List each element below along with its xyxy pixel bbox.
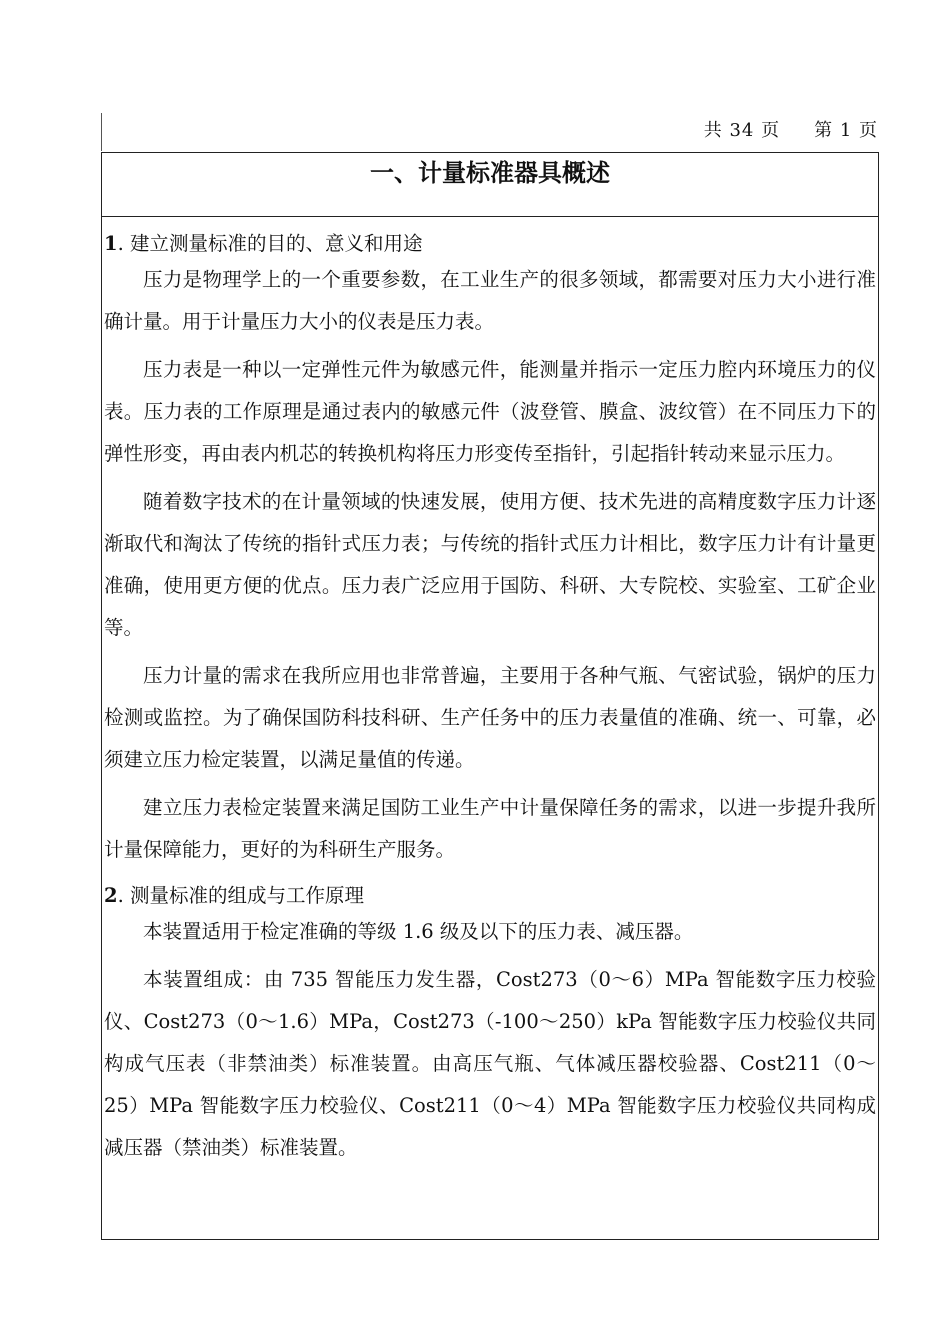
paragraph: 压力表是一种以一定弹性元件为敏感元件，能测量并指示一定压力腔内环境压力的仪表。压力表的工作原理是通过表内的敏感元件（波登管、膜盒、波纹管）在不同压力下的弹性形变，再由表内机芯的转换机构将压力形变传至指针，引起指针转动来显示压力。 (104, 358, 876, 465)
section-title: 测量标准的组成与工作原理 (129, 884, 364, 907)
section-heading-1 (104, 229, 876, 259)
section-title: 建立测量标准的目的、意义和用途 (129, 232, 423, 255)
paragraph: 压力计量的需求在我所应用也非常普遍，主要用于各种气瓶、气密试验，锅炉的压力检测或监控。为了确保国防科技科研、生产任务中的压力表量值的准确、统一、可靠，必须建立压力检定装置，以满足量值的传递。 (104, 664, 876, 771)
section-number: 2 (104, 884, 118, 907)
page-number-header (704, 116, 878, 142)
title-cell (102, 153, 878, 217)
margin-tick (101, 113, 102, 151)
paragraph: 建立压力表检定装置来满足国防工业生产中计量保障任务的需求，以进一步提升我所计量保障能力，更好的为科研生产服务。 (104, 796, 876, 861)
section-number-dot: . (117, 884, 130, 907)
total-pages-label: 共 34 页 (703, 120, 781, 141)
section-number: 1 (104, 232, 118, 255)
paragraph: 随着数字技术的在计量领域的快速发展，使用方便、技术先进的高精度数字压力计逐渐取代和淘汰了传统的指针式压力表；与传统的指针式压力计相比，数字压力计有计量更准确，使用更方便的优点。压力表广泛应用于国防、科研、大专院校、实验室、工矿企业等。 (104, 490, 876, 639)
page-title: 一、计量标准器具概述 (370, 159, 610, 187)
section-number-dot: . (117, 232, 130, 255)
content-cell (102, 217, 878, 1169)
section-heading-2 (104, 881, 876, 911)
paragraph: 本装置适用于检定准确的等级 1.6 级及以下的压力表、减压器。 (143, 920, 694, 943)
paragraph: 压力是物理学上的一个重要参数，在工业生产的很多领域，都需要对压力大小进行准确计量。用于计量压力大小的仪表是压力表。 (104, 268, 876, 333)
current-page-label: 第 1 页 (814, 120, 878, 141)
document-table (101, 152, 879, 1240)
paragraph: 本装置组成：由 735 智能压力发生器，Cost273（0～6）MPa 智能数字压力校验仪、Cost273（0～1.6）MPa，Cost273（-100～250）kPa 智能数字压力校验仪共同构成气压表（非禁油类）标准装置。由高压气瓶、气体减压器校验器、Cost211（0～25）MPa 智能数字压力校验仪、Cost211（0～4）MPa 智能数字压力校验仪共同构成减压器（禁油类）标准装置。 (104, 968, 876, 1159)
